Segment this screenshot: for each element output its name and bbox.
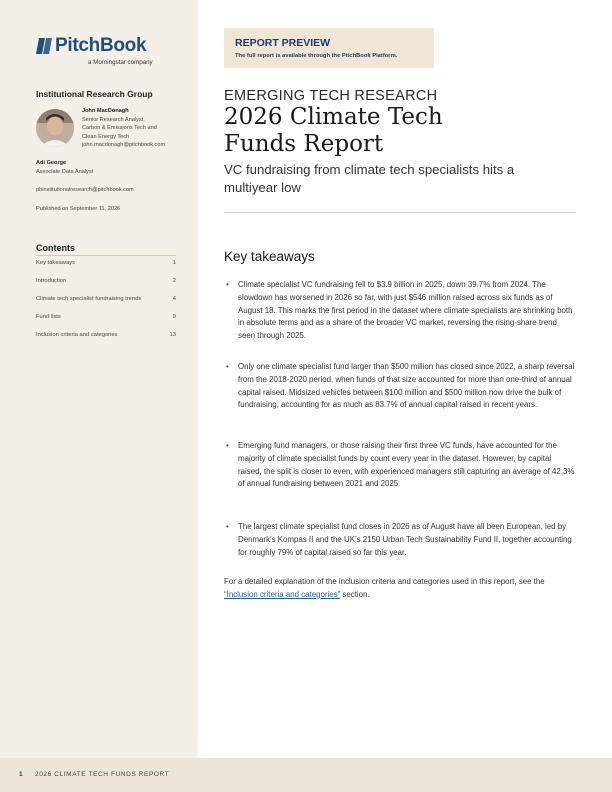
analyst-role: Clean Energy Tech (82, 133, 130, 140)
toc-label: Fund lists (36, 314, 61, 320)
takeaway-text: Climate specialist VC fundraising fell to $3.9 billion in 2025, down 39.7% from 2024. The slowdown has worsened in 2026 so far, with just $546 million raised across six funds as of August 18. This marks the first period in the dataset where climate specialists are shrinking both in absolute terms and as a share of the broader VC market, reversing the rising-share trend seen through 2025. (238, 280, 573, 341)
takeaway-text: The largest climate specialist fund closes in 2026 as of August have all been European, led by Denmark’s Kompas II and the UK’s 2150 Urban Tech Sustainability Fund II, together accounting for roughly 79% of capital raised so far this year. (238, 522, 572, 557)
closing-text: section. (340, 589, 370, 599)
contact-email[interactable]: pbinstitutionalresearch@pitchbook.com (36, 187, 134, 193)
page-footer (0, 758, 612, 792)
toc-label: Key takeaways (36, 260, 75, 266)
page-number: 1 (19, 771, 23, 778)
bullet-icon: • (226, 522, 229, 531)
footer-title: 2026 CLIMATE TECH FUNDS REPORT (35, 771, 170, 778)
bullet-icon: • (226, 441, 229, 450)
bullet-icon: • (226, 362, 229, 371)
analyst-adi (36, 159, 93, 176)
analyst-name: Adi George (36, 160, 67, 166)
contents-divider (36, 255, 176, 256)
report-preview-badge (224, 28, 434, 68)
toc-item[interactable] (36, 332, 176, 338)
analyst-role: Senior Research Analyst, (82, 116, 145, 123)
report-kicker: EMERGING TECH RESEARCH (224, 88, 438, 104)
title-line: 2026 Climate Tech (224, 104, 443, 130)
toc-item[interactable] (36, 278, 176, 284)
toc-item[interactable] (36, 260, 176, 266)
brand-name: PitchBook (55, 35, 147, 56)
toc-item[interactable] (36, 314, 176, 320)
inclusion-criteria-link[interactable]: “Inclusion criteria and categories” (224, 589, 341, 599)
analyst-name: John MacDonagh (82, 108, 129, 114)
analyst-photo (36, 109, 74, 147)
toc-page: 13 (169, 332, 176, 338)
title-line: Funds Report (224, 131, 384, 157)
header-divider (224, 212, 576, 213)
section-title: Key takeaways (224, 249, 315, 264)
contents-title: Contents (36, 243, 75, 253)
closing-paragraph (224, 576, 576, 602)
published-date: Published on September 11, 2026 (36, 206, 121, 212)
pitchbook-logo (36, 35, 156, 71)
toc-label: Climate tech specialist fundraising trends (36, 296, 142, 302)
preview-subtitle: The full report is available through the PitchBook Platform. (235, 53, 398, 59)
closing-text: For a detailed explanation of the inclusion criteria and categories used in this report, see the (224, 577, 545, 586)
report-subtitle: VC fundraising from climate tech specialists hits a multiyear low (224, 162, 515, 195)
analyst-john (82, 107, 165, 150)
bullet-icon: • (226, 280, 229, 289)
toc-label: Inclusion criteria and categories (36, 332, 118, 338)
brand-tagline: a Morningstar company (88, 59, 153, 66)
toc-page: 2 (172, 278, 176, 284)
takeaway-text: Only one climate specialist fund larger than $500 million has closed since 2022, a sharp reversal from the 2018-2020 period, when funds of that size accounted for more than one-third of annual capital raised. Midsized vehicles between $100 million and $500 million now drive the bulk of fundraising, accounting for as much as 83.7% of annual capital raised in recent years. (238, 362, 575, 410)
analyst-role: Associate Data Analyst (36, 168, 94, 175)
report-title (224, 104, 584, 158)
toc-page: 1 (172, 260, 176, 266)
toc-item[interactable] (36, 296, 176, 302)
analyst-email[interactable]: john.macdonagh@pitchbook.com (82, 142, 166, 149)
takeaway-text: Emerging fund managers, or those raising their first three VC funds, have accounted for the majority of climate specialist funds by count every year in the dataset. However, by capital raised, the split is closer to even, with experienced managers still capturing an average of 42.3% of annual fundraising between 2021 and 2025. (238, 441, 575, 489)
research-group-title: Institutional Research Group (36, 89, 153, 99)
toc-page: 4 (172, 296, 176, 302)
toc-label: Introduction (36, 278, 67, 284)
preview-title: REPORT PREVIEW (235, 37, 331, 49)
sidebar (0, 0, 198, 758)
toc-page: 9 (172, 314, 176, 320)
analyst-role: Carbon & Emissions Tech and (82, 125, 157, 132)
pitchbook-logo-icon (36, 36, 53, 56)
